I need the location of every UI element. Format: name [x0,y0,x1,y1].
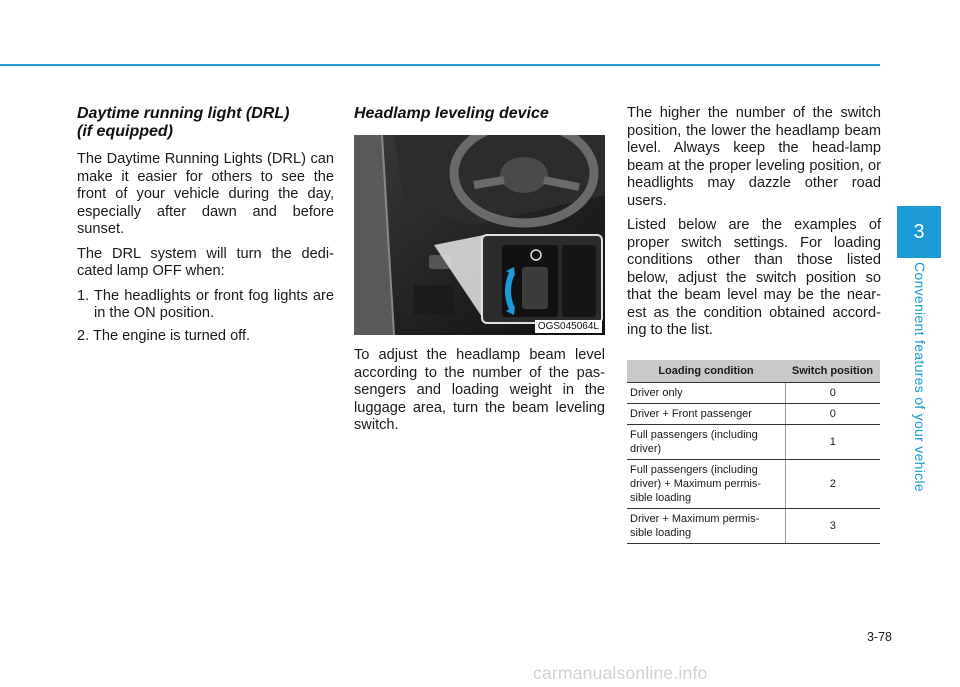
cell-position: 1 [785,424,880,459]
drl-section [77,105,334,350]
leveling-paragraph-1: To adjust the headlamp beam level according to the number of the pas-sengers and loading weight in the luggage area, turn the beam leveling switch. [354,347,605,433]
cell-condition: Full passengers (including driver) + Maximum permis-sible loading [627,459,785,508]
drl-paragraph-1: The Daytime Running Lights (DRL) can make it easier for others to see the front of your vehicle during the day, especially after dawn and before sunset. [77,151,334,237]
drl-conditions-list [77,288,334,346]
cell-position: 3 [785,508,880,543]
table-row [627,459,880,508]
cell-condition: Full passengers (including driver) [627,424,785,459]
table-header-row [627,360,880,383]
drl-title [77,105,334,141]
table-row [627,424,880,459]
chapter-number-tab: 3 [897,206,941,258]
leveling-paragraph-3: Listed below are the examples of proper switch settings. For loading conditions other than those listed below, adjust the switch position so that the beam level may be the near-est as the condition obtained accord-ing to the list. [627,217,881,338]
watermark: carmanualsonline.info [533,663,708,683]
header-switch-position: Switch position [785,360,880,383]
table-row [627,508,880,543]
header-rule [0,64,880,66]
drl-title-line1: Daytime running light (DRL) [77,105,290,122]
leveling-section [354,105,605,442]
page-number: 3-78 [866,630,892,644]
dashboard-illustration [354,135,605,335]
list-item: 1. The headlights or front fog lights are in the ON position. [77,287,334,321]
cell-position: 0 [785,382,880,403]
cell-condition: Driver + Front passenger [627,403,785,424]
figure-caption: OGS045064L [535,320,602,333]
chapter-title: Convenient features of your vehicle [912,262,928,492]
drl-title-line2: (if equipped) [77,123,173,140]
leveling-switch-figure [354,135,605,335]
leveling-title: Headlamp leveling device [354,105,549,122]
cell-condition: Driver + Maximum permis-sible loading [627,508,785,543]
header-loading-condition: Loading condition [627,360,785,383]
table-row [627,382,880,403]
cell-condition: Driver only [627,382,785,403]
leveling-paragraph-2: The higher the number of the switch position, the lower the headlamp beam level. Always keep the head-lamp beam at the proper leveling position, or headlights may dazzle other road users. [627,105,881,209]
cell-position: 0 [785,403,880,424]
table-row [627,403,880,424]
drl-paragraph-2: The DRL system will turn the dedi-cated lamp OFF when: [77,245,334,279]
switch-settings-table [627,360,880,544]
list-item: 2. The engine is turned off. [77,327,251,344]
cell-position: 2 [785,459,880,508]
leveling-details-section [627,105,881,544]
